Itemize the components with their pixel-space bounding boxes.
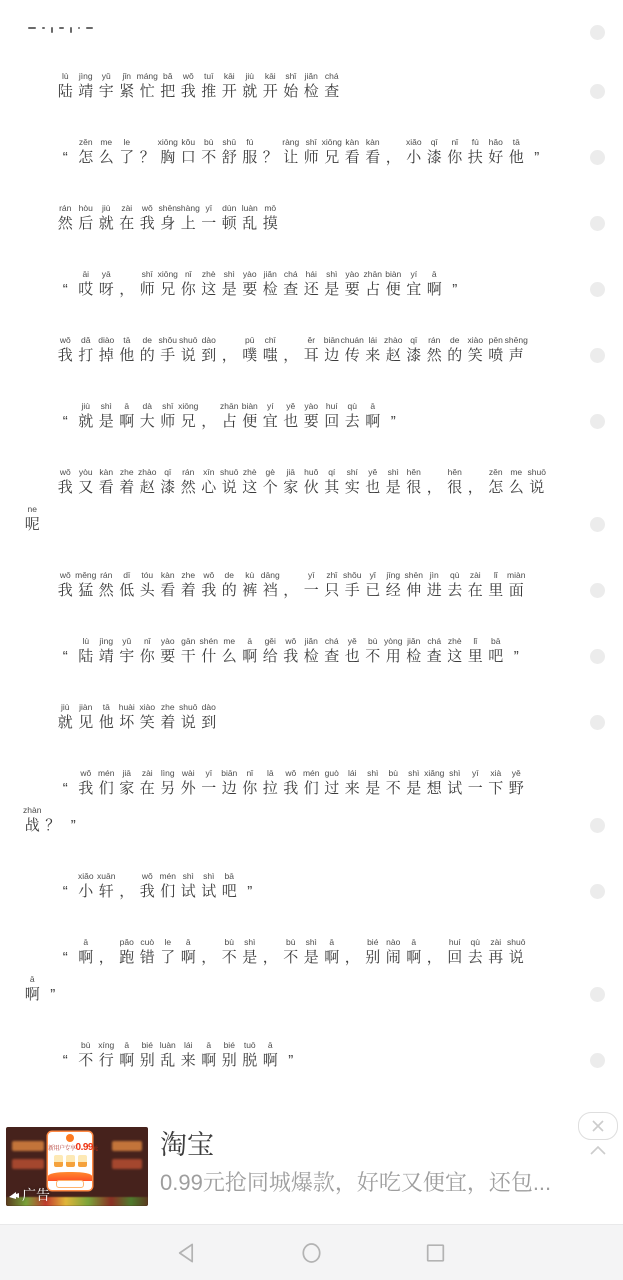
ruby-text-line: “ zěn 怎 me 么 le 了 ？ xiōng 胸 kǒu 口 bù 不 shū 舒 fú 服 ？ ràng 让 shī 师 xiōng 兄 kàn 看 kàn 看 ， xiǎo 小 qī 漆 nǐ 你 fú 扶 hǎo 好 tā 他 ” — [62, 137, 540, 166]
ad-advertiser-name[interactable]: 淘宝 — [160, 1130, 214, 1160]
taobao-badge-icon — [66, 1134, 74, 1142]
ad-image-shelf-decoration — [112, 1159, 142, 1169]
ad-banner[interactable] — [0, 1118, 623, 1218]
paragraph[interactable] — [22, 202, 566, 236]
ruby-text-line: ā 啊 ” — [24, 974, 56, 1003]
ad-badge-label: 广告 — [22, 1187, 50, 1203]
android-navbar — [0, 1224, 623, 1280]
megaphone-icon — [8, 1190, 20, 1201]
paragraph[interactable] — [22, 70, 566, 104]
paragraph[interactable] — [22, 936, 566, 1007]
ruby-text-line: lù 陆 jìng 靖 yǔ 宇 jǐn 紧 máng 忙 bǎ 把 wǒ 我 tuī 推 kāi 开 jiù 就 kāi 开 shǐ 始 jiǎn 检 chá 查 — [57, 71, 340, 100]
paragraph-comment-bubble[interactable] — [590, 715, 605, 730]
paragraph-comment-bubble[interactable] — [590, 84, 605, 99]
paragraph[interactable] — [22, 268, 566, 302]
ruby-text-line: jiù 就 jiàn 见 tā 他 huài 坏 xiào 笑 zhe 着 shuō 说 dào 到 — [57, 702, 217, 731]
coupon-product-thumbs — [48, 1155, 92, 1167]
ruby-text-line: “ āi 哎 yā 呀 ， shī 师 xiōng 兄 nǐ 你 zhè 这 shì 是 yào 要 jiǎn 检 chá 查 hái 还 shì 是 yào 要 zhān 占 biàn 便 yí 宜 ā 啊 ” — [62, 269, 458, 298]
paragraph-comment-bubble[interactable] — [590, 282, 605, 297]
paragraph-comment-bubble[interactable] — [590, 150, 605, 165]
paragraph[interactable] — [22, 400, 566, 434]
paragraph-comment-bubble[interactable] — [590, 649, 605, 664]
paragraph[interactable] — [22, 466, 566, 537]
paragraph-comment-bubble[interactable] — [590, 987, 605, 1002]
ad-coupon-card — [48, 1132, 98, 1190]
paragraph-comment-bubble[interactable] — [590, 25, 605, 40]
ruby-text-line: ne 呢 — [24, 504, 40, 533]
paragraph[interactable] — [22, 1039, 566, 1073]
paragraph-comment-bubble[interactable] — [590, 818, 605, 833]
paragraph[interactable] — [22, 870, 566, 904]
recents-button[interactable] — [423, 1239, 448, 1267]
paragraph[interactable] — [22, 767, 566, 838]
ruby-text-line: wǒ 我 yòu 又 kàn 看 zhe 着 zhào 赵 qī 漆 rán 然 xīn 心 shuō 说 zhè 这 gè 个 jiā 家 huǒ 伙 qí 其 shí 实 yě 也 shì 是 hěn 很 ， hěn 很 ， zěn 怎 me 么 shuō 说 — [57, 467, 546, 496]
ad-badge — [8, 1185, 50, 1205]
close-icon — [591, 1119, 605, 1133]
ruby-text-line: “ bù 不 xíng 行 ā 啊 bié 别 luàn 乱 lái 来 ā 啊 bié 别 tuō 脱 ā 啊 ” — [62, 1040, 294, 1069]
ruby-text-line: “ jiù 就 shì 是 ā 啊 dà 大 shī 师 xiōng 兄 ， zhān 占 biàn 便 yí 宜 yě 也 yào 要 huí 回 qù 去 ā 啊 ” — [62, 401, 396, 430]
ruby-text-line: “ ā 啊 ， pǎo 跑 cuò 错 le 了 ā 啊 ， bù 不 shì 是 ， bù 不 shì 是 ā 啊 ， bié 别 nào 闹 ā 啊 ， huí 回 qù 去 zài 再 shuō 说 — [62, 937, 526, 966]
ad-image-shelf-decoration — [12, 1159, 44, 1169]
paragraph[interactable] — [22, 701, 566, 735]
ruby-text-line: “ wǒ 我 mén 们 jiā 家 zài 在 lìng 另 wài 外 yī 一 biān 边 nǐ 你 lā 拉 wǒ 我 mén 们 guò 过 lái 来 shì 是 bù 不 shì 是 xiǎng 想 shì 试 yī 一 xià 下 yě 野 — [62, 768, 524, 797]
paragraph-comment-bubble[interactable] — [590, 216, 605, 231]
paragraph-comment-bubble[interactable] — [590, 884, 605, 899]
paragraph-comment-bubble[interactable] — [590, 414, 605, 429]
paragraph-comment-bubble[interactable] — [590, 1053, 605, 1068]
coupon-button — [56, 1180, 84, 1188]
coupon-headline: 新用户专享0.99元 — [48, 1142, 98, 1153]
ad-image-shelf-decoration — [12, 1141, 44, 1151]
ad-collapse-control[interactable] — [589, 1143, 607, 1161]
ruby-text-line: “ xiǎo 小 xuān 轩 ， wǒ 我 mén 们 shì 试 shì 试 bā 吧 ” — [62, 871, 253, 900]
paragraph[interactable] — [22, 136, 566, 170]
ad-creative-image[interactable] — [6, 1127, 148, 1206]
ruby-text-line: wǒ 我 dǎ 打 diào 掉 tā 他 de 的 shǒu 手 shuō 说 dào 到 ， pū 噗 chī 嗤 ， ěr 耳 biān 边 chuán 传 lái 来 zhào 赵 qī 漆 rán 然 de 的 xiào 笑 pēn 喷 shēng 声 — [57, 335, 528, 364]
coupon-price: 0.99 — [75, 1142, 93, 1153]
paragraph-comment-bubble[interactable] — [590, 583, 605, 598]
paragraph[interactable] — [22, 569, 566, 603]
ruby-text-line: wǒ 我 měng 猛 rán 然 dī 低 tóu 头 kàn 看 zhe 着 wǒ 我 de 的 kù 裤 dāng 裆 ， yī 一 zhǐ 只 shǒu 手 yǐ 已 jīng 经 shēn 伸 jìn 进 qù 去 zài 在 lǐ 里 miàn 面 — [57, 570, 526, 599]
chevron-up-icon — [589, 1144, 607, 1156]
back-button[interactable] — [175, 1239, 200, 1267]
paragraph[interactable] — [22, 635, 566, 669]
ad-close-button[interactable] — [578, 1112, 618, 1140]
ruby-text-line: zhàn 战 ？ ” — [23, 805, 76, 834]
ruby-text-line: rán 然 hòu 后 jiù 就 zài 在 wǒ 我 shēn 身 shàng 上 yī 一 dùn 顿 luàn 乱 mō 摸 — [57, 203, 278, 232]
paragraph[interactable] — [22, 334, 566, 368]
ad-image-shelf-decoration — [112, 1141, 142, 1151]
paragraph-comment-bubble[interactable] — [590, 348, 605, 363]
ruby-text-line: “ lù 陆 jìng 靖 yǔ 宇 nǐ 你 yào 要 gān 干 shén 什 me 么 ā 啊 gěi 给 wǒ 我 jiǎn 检 chá 查 yě 也 bù 不 yòng 用 jiǎn 检 chá 查 zhè 这 lǐ 里 bā 吧 ” — [62, 636, 519, 665]
home-button[interactable] — [299, 1239, 324, 1267]
paragraph-comment-bubble[interactable] — [590, 517, 605, 532]
ad-description[interactable]: 0.99元抢同城爆款，好吃又便宜，还包... — [160, 1170, 552, 1195]
